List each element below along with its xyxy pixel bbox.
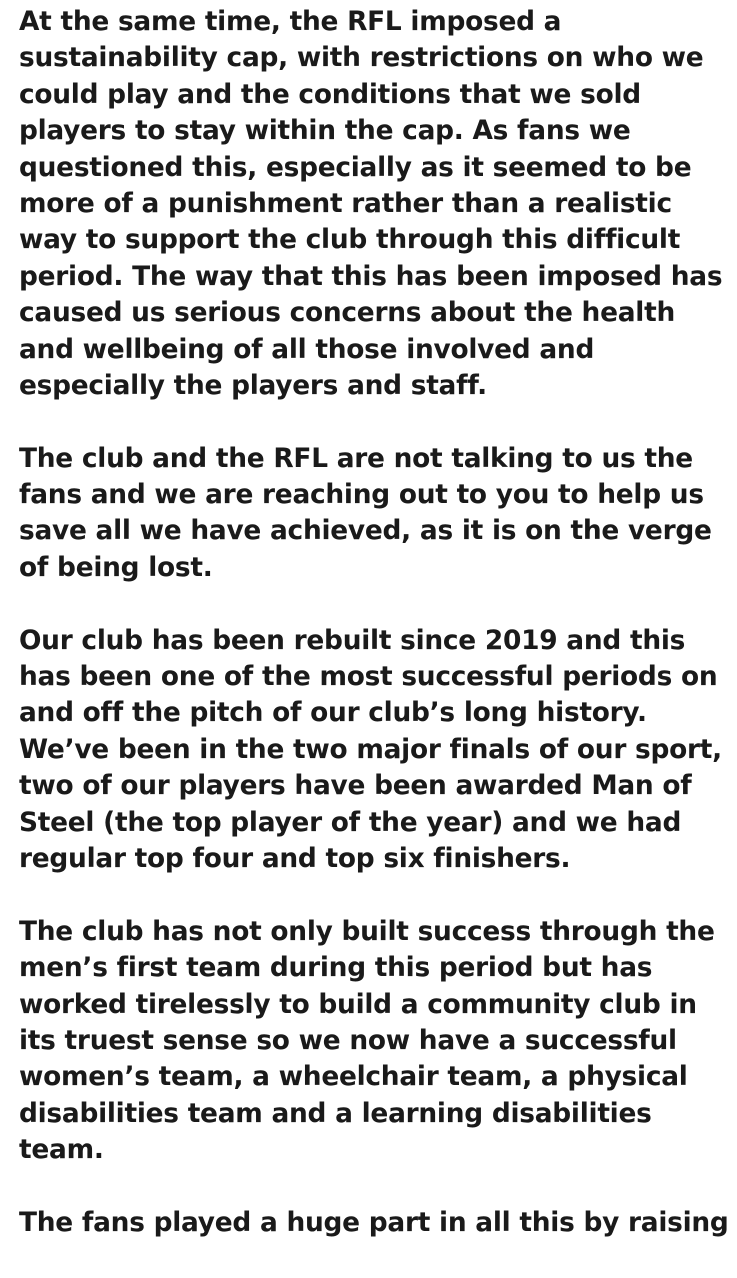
text-line: save all we have achieved, as it is on the verge <box>19 515 712 547</box>
text-line: The club and the RFL are not talking to us the <box>19 442 693 474</box>
text-line: men’s first team during this period but has <box>19 952 653 984</box>
text-line: The club has not only built success through the <box>19 915 715 947</box>
text-line: We’ve been in the two major finals of our sport, <box>19 733 722 765</box>
document-body <box>19 4 729 1278</box>
text-line: At the same time, the RFL imposed a <box>19 6 562 37</box>
text-line: and wellbeing of all those involved and <box>19 333 595 365</box>
text-line: disabilities team and a learning disabilities <box>19 1097 652 1129</box>
text-line: Steel (the top player of the year) and we had <box>19 806 682 838</box>
text-line: of being lost. <box>19 551 213 583</box>
paragraph-sustainability-cap <box>19 4 729 404</box>
text-line: regular top four and top six finishers. <box>19 842 571 874</box>
text-line: Our club has been rebuilt since 2019 and this <box>19 624 686 656</box>
paragraph-not-talking <box>19 441 729 587</box>
text-line: women’s team, a wheelchair team, a physical <box>19 1061 688 1093</box>
text-line: questioned this, especially as it seemed to be <box>19 151 692 183</box>
paragraph-fans-played <box>19 1205 729 1241</box>
text-line: two of our players have been awarded Man of <box>19 770 692 802</box>
text-line: more of a punishment rather than a realistic <box>19 187 672 219</box>
text-line: worked tirelessly to build a community club in <box>19 988 697 1020</box>
text-line: especially the players and staff. <box>19 369 487 401</box>
text-line: team. <box>19 1134 104 1166</box>
paragraph-community-club <box>19 914 729 1169</box>
text-line: way to support the club through this difficult <box>19 224 681 256</box>
text-line: sustainability cap, with restrictions on who we <box>19 42 704 74</box>
text-line: and off the pitch of our club’s long history. <box>19 697 647 729</box>
paragraph-club-rebuilt <box>19 623 729 878</box>
text-line: The fans played a huge part in all this by raising <box>19 1206 729 1238</box>
text-line: fans and we are reaching out to you to help us <box>19 479 704 511</box>
text-line: period. The way that this has been imposed has <box>19 260 723 292</box>
text-line: caused us serious concerns about the health <box>19 297 675 329</box>
text-line: could play and the conditions that we sold <box>19 78 641 110</box>
text-line: its truest sense so we now have a successful <box>19 1024 677 1056</box>
text-line: has been one of the most successful periods on <box>19 661 718 693</box>
text-line: players to stay within the cap. As fans we <box>19 115 631 147</box>
